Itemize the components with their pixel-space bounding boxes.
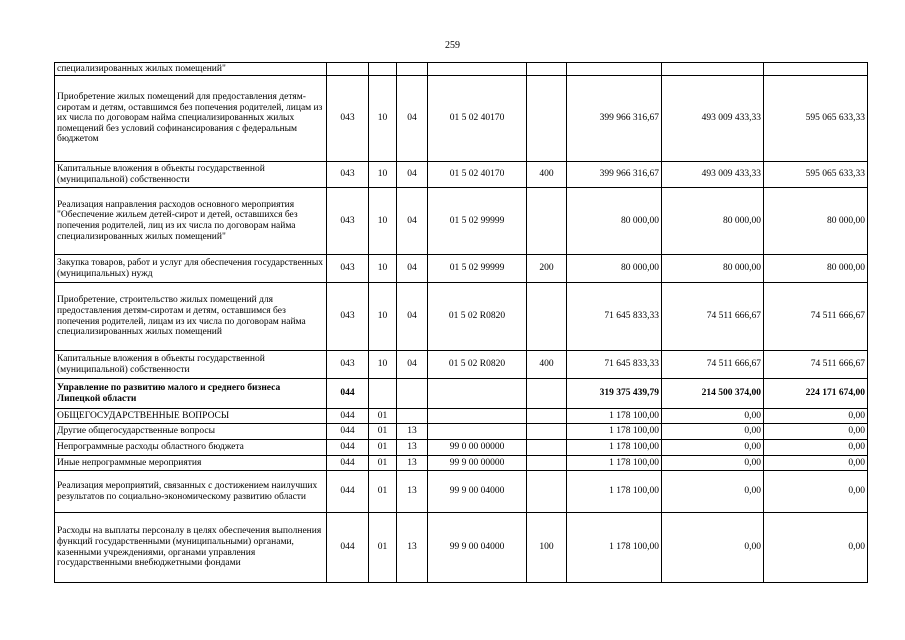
- section-code: 01: [369, 424, 397, 440]
- section-code: [369, 379, 397, 409]
- target-code: [428, 424, 527, 440]
- ministry-code: [327, 63, 369, 76]
- target-code: 99 9 00 04000: [428, 513, 527, 583]
- subsection-code: 13: [397, 471, 428, 513]
- row-name: Приобретение, строительство жилых помещений для предоставления детям-сиротам и детям, оставшимся без попечения родителей, лицам из их числа по договорам найма специализированных жилых помещений: [55, 283, 327, 351]
- amount-year-3: 0,00: [764, 409, 868, 424]
- amount-year-2: 74 511 666,67: [662, 283, 764, 351]
- section-code: 10: [369, 255, 397, 283]
- subsection-code: 13: [397, 424, 428, 440]
- table-row: [55, 471, 868, 513]
- ministry-code: 043: [327, 162, 369, 188]
- expense-type-code: 100: [527, 513, 567, 583]
- subsection-code: 04: [397, 351, 428, 379]
- target-code: [428, 409, 527, 424]
- amount-year-3: 0,00: [764, 424, 868, 440]
- amount-year-3: 224 171 674,00: [764, 379, 868, 409]
- row-name: ОБЩЕГОСУДАРСТВЕННЫЕ ВОПРОСЫ: [55, 409, 327, 424]
- expense-type-code: [527, 76, 567, 162]
- row-name: Приобретение жилых помещений для предоставления детям-сиротам и детям, оставшимся без попечения родителей, лицам из их числа по договорам найма специализированных жилых помещений без условий софинансирования с федеральным бюджетом: [55, 76, 327, 162]
- target-code: [428, 379, 527, 409]
- amount-year-3: 74 511 666,67: [764, 351, 868, 379]
- amount-year-1: 1 178 100,00: [567, 409, 662, 424]
- section-code: 10: [369, 188, 397, 255]
- amount-year-1: 1 178 100,00: [567, 440, 662, 456]
- amount-year-2: 0,00: [662, 424, 764, 440]
- ministry-code: 044: [327, 409, 369, 424]
- table-row: [55, 255, 868, 283]
- amount-year-1: 399 966 316,67: [567, 162, 662, 188]
- section-code: 10: [369, 162, 397, 188]
- amount-year-2: 74 511 666,67: [662, 351, 764, 379]
- amount-year-2: 0,00: [662, 440, 764, 456]
- ministry-code: 043: [327, 255, 369, 283]
- subsection-code: [397, 409, 428, 424]
- amount-year-3: 0,00: [764, 440, 868, 456]
- target-code: 99 9 00 00000: [428, 456, 527, 471]
- amount-year-3: 595 065 633,33: [764, 76, 868, 162]
- ministry-code: 044: [327, 513, 369, 583]
- amount-year-2: 214 500 374,00: [662, 379, 764, 409]
- row-name: Капитальные вложения в объекты государственной (муниципальной) собственности: [55, 351, 327, 379]
- amount-year-2: 493 009 433,33: [662, 162, 764, 188]
- table-row: [55, 440, 868, 456]
- subsection-code: 04: [397, 162, 428, 188]
- amount-year-1: 1 178 100,00: [567, 456, 662, 471]
- amount-year-3: 80 000,00: [764, 255, 868, 283]
- row-name: Иные непрограммные мероприятия: [55, 456, 327, 471]
- subsection-code: 04: [397, 255, 428, 283]
- table-row: [55, 513, 868, 583]
- ministry-code: 044: [327, 379, 369, 409]
- section-code: 01: [369, 513, 397, 583]
- subsection-code: 04: [397, 188, 428, 255]
- amount-year-1: 80 000,00: [567, 255, 662, 283]
- amount-year-2: 0,00: [662, 456, 764, 471]
- table-row: [55, 456, 868, 471]
- budget-table: [54, 62, 868, 583]
- amount-year-2: 80 000,00: [662, 188, 764, 255]
- section-code: 10: [369, 76, 397, 162]
- ministry-code: 043: [327, 76, 369, 162]
- section-code: 01: [369, 456, 397, 471]
- table-row: [55, 162, 868, 188]
- amount-year-1: 71 645 833,33: [567, 283, 662, 351]
- section-code: 01: [369, 409, 397, 424]
- table-row: [55, 283, 868, 351]
- expense-type-code: [527, 188, 567, 255]
- amount-year-3: 74 511 666,67: [764, 283, 868, 351]
- section-code: 01: [369, 471, 397, 513]
- target-code: 01 5 02 R0820: [428, 283, 527, 351]
- expense-type-code: [527, 440, 567, 456]
- amount-year-3: [764, 63, 868, 76]
- target-code: 01 5 02 99999: [428, 188, 527, 255]
- ministry-code: 043: [327, 188, 369, 255]
- amount-year-2: 0,00: [662, 409, 764, 424]
- expense-type-code: [527, 471, 567, 513]
- section-code: 10: [369, 283, 397, 351]
- amount-year-1: 1 178 100,00: [567, 424, 662, 440]
- target-code: 01 5 02 40170: [428, 76, 527, 162]
- row-name: специализированных жилых помещений": [55, 63, 327, 76]
- expense-type-code: 200: [527, 255, 567, 283]
- ministry-code: 043: [327, 351, 369, 379]
- amount-year-3: 0,00: [764, 456, 868, 471]
- subsection-code: 13: [397, 456, 428, 471]
- expense-type-code: 400: [527, 162, 567, 188]
- amount-year-1: 319 375 439,79: [567, 379, 662, 409]
- amount-year-1: 80 000,00: [567, 188, 662, 255]
- ministry-code: 043: [327, 283, 369, 351]
- amount-year-2: [662, 63, 764, 76]
- row-name: Закупка товаров, работ и услуг для обеспечения государственных (муниципальных) нужд: [55, 255, 327, 283]
- amount-year-1: 399 966 316,67: [567, 76, 662, 162]
- amount-year-3: 0,00: [764, 513, 868, 583]
- expense-type-code: [527, 409, 567, 424]
- amount-year-2: 0,00: [662, 513, 764, 583]
- table-row: [55, 76, 868, 162]
- row-name: Капитальные вложения в объекты государственной (муниципальной) собственности: [55, 162, 327, 188]
- ministry-code: 044: [327, 424, 369, 440]
- ministry-code: 044: [327, 440, 369, 456]
- row-name: Реализация мероприятий, связанных с достижением наилучших результатов по социально-экономическому развитию области: [55, 471, 327, 513]
- subsection-code: [397, 379, 428, 409]
- expense-type-code: [527, 456, 567, 471]
- amount-year-1: [567, 63, 662, 76]
- table-row: [55, 63, 868, 76]
- amount-year-1: 1 178 100,00: [567, 471, 662, 513]
- amount-year-1: 71 645 833,33: [567, 351, 662, 379]
- amount-year-3: 595 065 633,33: [764, 162, 868, 188]
- table-row: [55, 379, 868, 409]
- expense-type-code: 400: [527, 351, 567, 379]
- table-row: [55, 351, 868, 379]
- subsection-code: 04: [397, 283, 428, 351]
- section-code: [369, 63, 397, 76]
- target-code: 99 9 00 04000: [428, 471, 527, 513]
- subsection-code: 04: [397, 76, 428, 162]
- expense-type-code: [527, 283, 567, 351]
- subsection-code: 13: [397, 440, 428, 456]
- target-code: 01 5 02 40170: [428, 162, 527, 188]
- amount-year-1: 1 178 100,00: [567, 513, 662, 583]
- amount-year-2: 0,00: [662, 471, 764, 513]
- row-name: Непрограммные расходы областного бюджета: [55, 440, 327, 456]
- amount-year-2: 80 000,00: [662, 255, 764, 283]
- page-number: 259: [445, 40, 460, 51]
- expense-type-code: [527, 379, 567, 409]
- table-row: [55, 424, 868, 440]
- row-name: Расходы на выплаты персоналу в целях обеспечения выполнения функций государственными (муниципальными) органами, казенными учреждениями, органами управления государственными внебюджетными фондами: [55, 513, 327, 583]
- table-row: [55, 409, 868, 424]
- amount-year-3: 0,00: [764, 471, 868, 513]
- ministry-code: 044: [327, 471, 369, 513]
- expense-type-code: [527, 63, 567, 76]
- section-code: 01: [369, 440, 397, 456]
- target-code: 01 5 02 R0820: [428, 351, 527, 379]
- row-name: Другие общегосударственные вопросы: [55, 424, 327, 440]
- row-name: Управление по развитию малого и среднего бизнеса Липецкой области: [55, 379, 327, 409]
- subsection-code: [397, 63, 428, 76]
- section-code: 10: [369, 351, 397, 379]
- target-code: [428, 63, 527, 76]
- amount-year-2: 493 009 433,33: [662, 76, 764, 162]
- row-name: Реализация направления расходов основного мероприятия "Обеспечение жильем детей-сирот и детей, оставшихся без попечения родителей, лиц из их числа по договорам найма специализированных жилых помещений": [55, 188, 327, 255]
- ministry-code: 044: [327, 456, 369, 471]
- table-row: [55, 188, 868, 255]
- amount-year-3: 80 000,00: [764, 188, 868, 255]
- subsection-code: 13: [397, 513, 428, 583]
- target-code: 99 0 00 00000: [428, 440, 527, 456]
- expense-type-code: [527, 424, 567, 440]
- target-code: 01 5 02 99999: [428, 255, 527, 283]
